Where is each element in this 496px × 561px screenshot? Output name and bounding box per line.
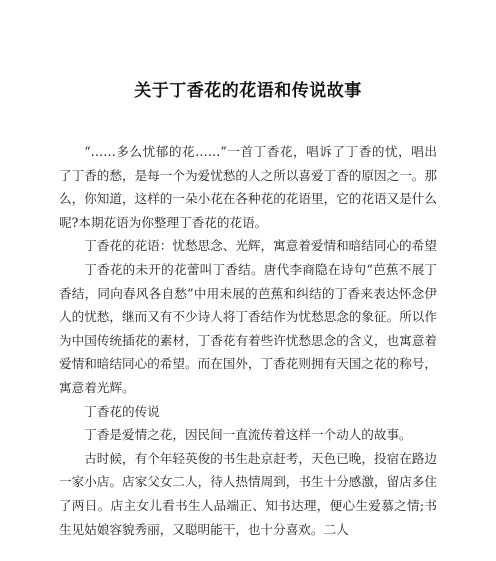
document-title: 关于丁香花的花语和传说故事 (134, 81, 362, 101)
document-body (59, 140, 437, 541)
paragraph-intro: “……多么忧郁的花……”一首丁香花，唱诉了丁香的忧，唱出了丁香的愁，是每一个为爱忧愁的人之所以喜爱丁香的原因之一。那么，你知道，这样的一朵小花在各种花的花语里，它的花语又是什么呢?本期花语为你整理丁香花的花语。 (59, 144, 437, 230)
paragraph-flower-language: 丁香花的花语：忧愁思念、光辉，寓意着爱情和暗结同心的希望 (84, 238, 437, 254)
paragraph-legend-story: 古时候，有个年轻英俊的书生赴京赶考，天色已晚，投宿在路边一家小店。店家父女二人，待人热情周到，书生十分感激，留店多住了两日。店主女儿看书生人品端正、知书达理，便心生爱慕之情;书生见姑娘容貌秀丽，又聪明能干，也十分喜欢。二人 (59, 450, 437, 537)
paragraph-lilac-knot: 丁香花的未开的花蕾叫丁香结。唐代李商隐在诗句“芭蕉不展丁香结，同向春风各自愁”中用未展的芭蕉和纠结的丁香来表达怀念伊人的忧愁，继而又有不少诗人将丁香结作为忧愁思念的象征。所以作为中国传统插花的素材，丁香花有着些许忧愁思念的含义，也寓意着爱情和暗结同心的希望。而在国外，丁香花则拥有天国之花的称号，寓意着光辉。 (59, 261, 437, 395)
paragraph-legend-intro: 丁香是爱情之花，因民间一直流传着这样一个动人的故事。 (84, 427, 412, 443)
paragraph-legend-heading: 丁香花的传说 (84, 403, 160, 419)
